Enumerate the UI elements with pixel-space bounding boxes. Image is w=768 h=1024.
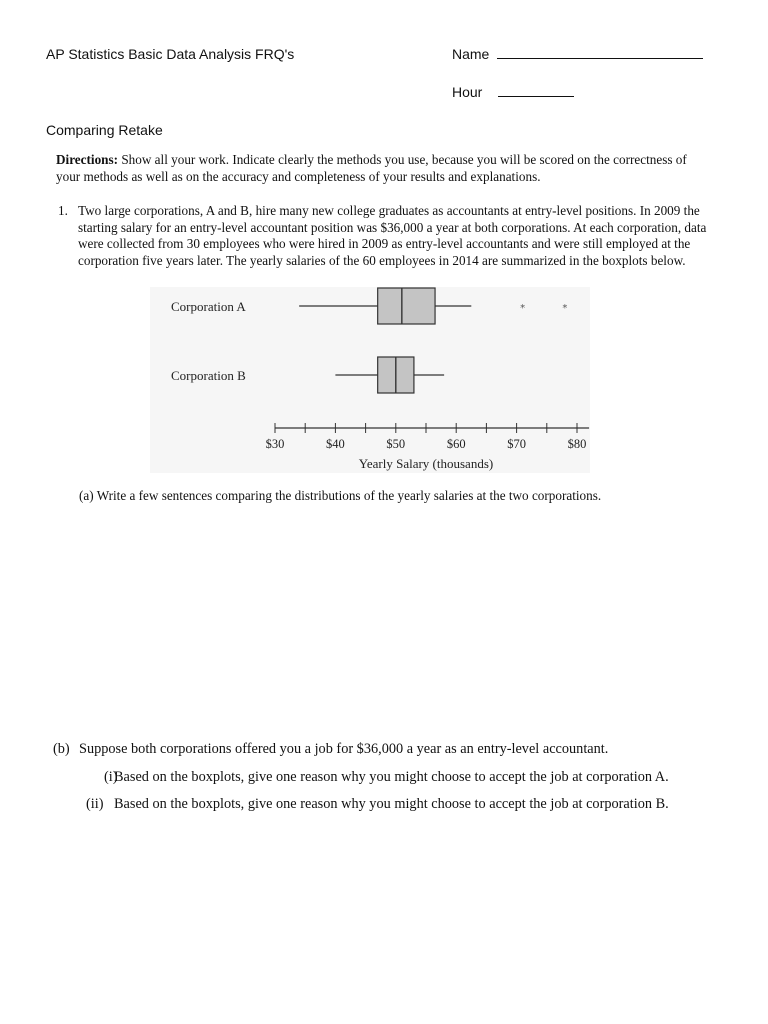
question-text: Two large corporations, A and B, hire many new college graduates as accountants at entry-level positions. In 2009 the starting salary for an entry-level accountant position was $36,000 a year at both corporations. At each corporation, data were collected from 30 employees who were hired in 2009 as entry-level accountants and were still employed at the corporation five years later. The yearly salaries of the 60 employees in 2014 are summarized in the boxplots below.	[78, 203, 707, 268]
name-blank-line	[497, 58, 703, 59]
worksheet-title: AP Statistics Basic Data Analysis FRQ's	[46, 46, 295, 62]
name-label: Name	[452, 46, 490, 62]
part-b-ii-label: (ii)	[86, 796, 104, 812]
corp-a-label: Corporation A	[171, 299, 246, 314]
corp-a-outlier-2: *	[562, 303, 568, 314]
part-b-i-label: (i)	[104, 769, 118, 785]
directions	[56, 152, 696, 185]
part-b-ii-prompt: Based on the boxplots, give one reason why you might choose to accept the job at corporation B.	[114, 796, 669, 812]
x-tick-label-70: $70	[507, 437, 526, 451]
name-field[interactable]	[452, 46, 703, 62]
section-title: Comparing Retake	[46, 122, 163, 138]
part-b-label: (b)	[53, 741, 70, 757]
part-b-answer-area[interactable]	[56, 825, 716, 1005]
hour-blank-line	[498, 96, 574, 97]
corp-b-label: Corporation B	[171, 368, 246, 383]
x-tick-label-60: $60	[446, 437, 466, 451]
part-a-answer-area[interactable]	[56, 512, 716, 727]
x-tick-label-40: $40	[326, 437, 345, 451]
x-axis-title: Yearly Salary (thousands)	[358, 456, 494, 471]
corp-a-outlier-1: *	[520, 303, 526, 314]
part-b-i-prompt: Based on the boxplots, give one reason why you might choose to accept the job at corporation A.	[114, 769, 669, 785]
part-a-prompt: (a) Write a few sentences comparing the distributions of the yearly salaries at the two corporations.	[79, 488, 602, 503]
directions-text: Show all your work. Indicate clearly the methods you use, because you will be scored on the correctness of your methods as well as on the accuracy and completeness of your results and explanations.	[56, 152, 687, 184]
x-tick-label-50: $50	[386, 437, 406, 451]
x-tick-label-80: $80	[567, 437, 587, 451]
boxplot-chart	[150, 287, 590, 473]
x-tick-label-30: $30	[265, 437, 285, 451]
part-b-prompt: Suppose both corporations offered you a job for $36,000 a year as an entry-level accountant.	[79, 741, 609, 757]
corp-a-box	[378, 288, 435, 324]
question-number: 1.	[58, 203, 68, 218]
hour-field[interactable]	[452, 84, 574, 100]
directions-label: Directions:	[56, 152, 119, 167]
hour-label: Hour	[452, 84, 483, 100]
